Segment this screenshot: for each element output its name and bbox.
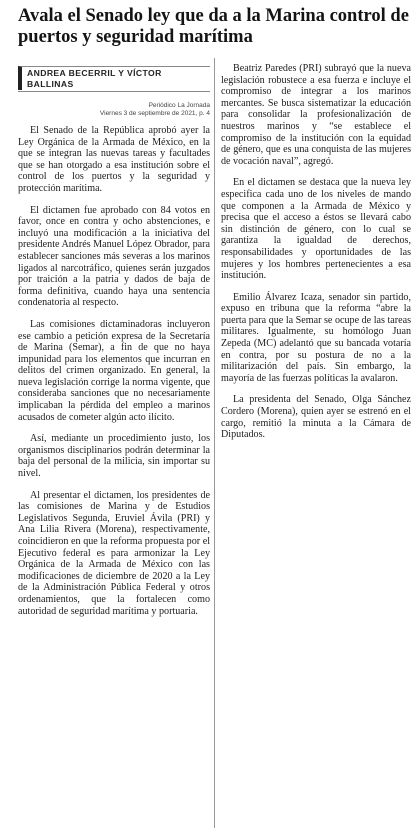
source-date-page: Viernes 3 de septiembre de 2021, p. 4 <box>99 110 210 117</box>
paragraph: Las comisiones dictaminadoras incluyeron ese cambio a petición expresa de la Secretaría de Marina (Semar), a fin de que no haya impunidad para los elementos que incurran en delitos del crimen organizado. En general, la nueva legislación corrige la norma vigente, que consideraba sanciones que no necesariamente implicaban la pérdida del empleo a marinos acusados de cometer algún acto ilícito. <box>18 318 210 423</box>
paragraph: En el dictamen se destaca que la nueva ley especifica cada uno de los niveles de mando que componen a la Armada de México y precisa que el acceso a éstos se llevará cabo sin distinción de género, con lo cual se garantiza la igualdad de derechos, responsabilidades y oportunidades de las mujeres y los hombres pertenecientes a esa institución. <box>221 177 411 282</box>
headline: Avala el Senado ley que da a la Marina control de puertos y seguridad marítima <box>18 6 409 47</box>
paragraph: Beatriz Paredes (PRI) subrayó que la nueva legislación robustece a esa fuerza e incluye el compromiso de integrar a los marinos mercantes. Se busca sistematizar la educación para consolidar la profesionalización de nuestros marinos y “se establece el compromiso de la institución con la equidad de género, que es una conquista de las mujeres de vocación naval”, agregó. <box>221 63 411 167</box>
source-info <box>18 102 210 118</box>
byline: ANDREA BECERRIL Y VÍCTOR BALLINAS <box>27 68 162 89</box>
column-divider <box>214 58 215 828</box>
left-column <box>18 125 210 627</box>
byline-divider <box>18 91 210 92</box>
source-publication: Periódico La Jornada <box>148 102 210 109</box>
paragraph: Al presentar el dictamen, los presidentes de las comisiones de Marina y de Estudios Legislativos Segunda, Eruviel Ávila (PRI) y Ana Lilia Rivera (Morena), respectivamente, coincidieron en que la reforma propuesta por el Ejecutivo federal es para armonizar la Ley Orgánica de la Armada de México con las modificaciones de diciembre de 2020 a la Ley de la Administración Pública Federal y otros ordenamientos, que la fortalecen como autoridad de seguridad marítima y portuaria. <box>18 489 210 617</box>
paragraph: Emilio Álvarez Icaza, senador sin partido, expuso en tribuna que la reforma “abre la puerta para que la Semar se ocupe de las tareas militares. Igualmente, su homólogo Juan Zepeda (MC) adelantó que su bancada votaría en contra, por su postura de no a la militarización del país. Sin embargo, la mayoría de las fuerzas políticas la avalaron. <box>221 291 411 384</box>
byline-block <box>18 66 210 90</box>
paragraph: La presidenta del Senado, Olga Sánchez Cordero (Morena), quien ayer se estrenó en el cargo, remitió la minuta a la Cámara de Diputados. <box>221 394 411 441</box>
paragraph: El dictamen fue aprobado con 84 votos en favor, once en contra y ocho abstenciones, e incluyó una modificación a la iniciativa del presidente Andrés Manuel López Obrador, para establecer sanciones más severas a los marinos ligados al narcotráfico, quienes serán juzgados por traición a la patria y dados de baja de forma definitiva, cuando haya una sentencia condenatoria al respecto. <box>18 204 210 309</box>
right-column <box>221 63 411 451</box>
paragraph: Así, mediante un procedimiento justo, los organismos disciplinarios podrán determinar la baja del personal de la milicia, sin importar su nivel. <box>18 433 210 480</box>
paragraph: El Senado de la República aprobó ayer la Ley Orgánica de la Armada de México, en la que se integran las nuevas tareas y facultades que se han otorgado a esa institución sobre el control de los puertos y la seguridad y protección marítima. <box>18 125 210 194</box>
